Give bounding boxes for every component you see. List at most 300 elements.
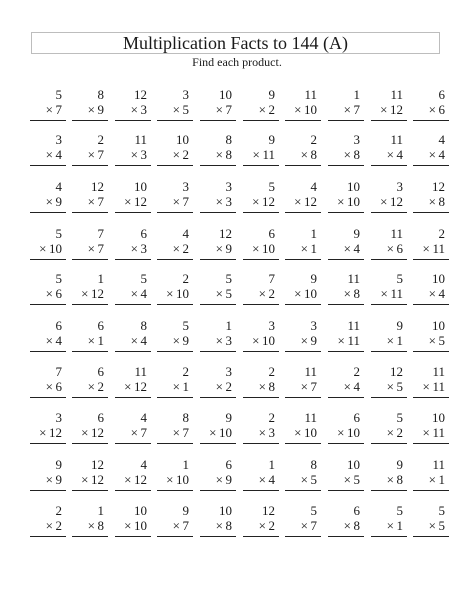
multiplier: × 7 [172,425,189,440]
problem [200,503,236,545]
multiplier: × 6 [386,241,403,256]
multiplicand: 4 [140,410,147,425]
problem [157,132,193,174]
multiplicand: 3 [55,410,62,425]
answer-line [30,397,66,398]
multiplier: × 5 [172,102,189,117]
problem [243,132,279,174]
multiplicand: 11 [347,271,360,286]
answer-line [200,259,236,260]
multiplicand: 6 [97,318,104,333]
multiplier: × 12 [81,472,104,487]
answer-line [413,351,449,352]
multiplier: × 10 [294,286,317,301]
multiplier: × 5 [215,286,232,301]
multiplicand: 9 [268,132,275,147]
multiplicand: 5 [140,271,147,286]
multiplicand: 3 [225,179,232,194]
multiplicand: 10 [176,132,189,147]
problem [243,179,279,221]
multiplier: × 10 [124,518,147,533]
problem [30,226,66,268]
multiplier: × 10 [252,241,275,256]
problem [115,457,151,499]
answer-line [328,443,364,444]
multiplier: × 11 [422,425,445,440]
multiplicand: 9 [225,410,232,425]
multiplier: × 3 [258,425,275,440]
multiplicand: 3 [268,318,275,333]
multiplicand: 10 [134,179,147,194]
answer-line [115,165,151,166]
answer-line [200,536,236,537]
multiplier: × 7 [87,147,104,162]
multiplier: × 7 [87,194,104,209]
multiplier: × 8 [343,286,360,301]
answer-line [371,536,407,537]
problem [243,87,279,129]
problem [413,271,449,313]
problem [72,132,108,174]
answer-line [371,304,407,305]
multiplier: × 8 [343,518,360,533]
multiplicand: 9 [268,87,275,102]
multiplicand: 11 [304,87,317,102]
answer-line [200,490,236,491]
answer-line [413,304,449,305]
multiplier: × 2 [215,379,232,394]
multiplicand: 12 [91,179,104,194]
problem [328,364,364,406]
answer-line [30,120,66,121]
answer-line [371,212,407,213]
multiplicand: 6 [225,457,232,472]
answer-line [157,304,193,305]
multiplier: × 7 [215,102,232,117]
multiplicand: 6 [268,226,275,241]
problem [157,271,193,313]
multiplicand: 2 [268,364,275,379]
problem [30,87,66,129]
multiplier: × 11 [422,379,445,394]
worksheet-title: Multiplication Facts to 144 (A) [123,33,348,53]
problem [30,132,66,174]
multiplicand: 11 [347,318,360,333]
problem [371,179,407,221]
answer-line [413,212,449,213]
answer-line [200,165,236,166]
multiplicand: 2 [310,132,317,147]
multiplier: × 5 [343,472,360,487]
multiplicand: 9 [396,457,403,472]
multiplicand: 11 [432,364,445,379]
problem [328,410,364,452]
multiplicand: 1 [225,318,232,333]
problem [413,318,449,360]
multiplicand: 11 [304,364,317,379]
problem [200,132,236,174]
multiplicand: 3 [310,318,317,333]
multiplier: × 3 [130,102,147,117]
problem [285,179,321,221]
multiplicand: 2 [353,364,360,379]
problem [72,87,108,129]
answer-line [30,304,66,305]
problem [30,318,66,360]
problem [30,410,66,452]
problem [413,87,449,129]
multiplicand: 12 [390,364,403,379]
multiplier: × 5 [428,333,445,348]
problem [72,226,108,268]
multiplicand: 6 [55,318,62,333]
problem [200,318,236,360]
multiplier: × 2 [258,518,275,533]
problem [243,410,279,452]
answer-line [200,212,236,213]
multiplier: × 1 [300,241,317,256]
multiplier: × 8 [428,194,445,209]
answer-line [285,397,321,398]
answer-line [328,397,364,398]
answer-line [72,120,108,121]
multiplier: × 10 [294,102,317,117]
multiplicand: 7 [97,226,104,241]
answer-line [115,259,151,260]
multiplier: × 12 [39,425,62,440]
multiplicand: 12 [432,179,445,194]
answer-line [371,397,407,398]
answer-line [413,120,449,121]
multiplicand: 9 [353,226,360,241]
multiplier: × 8 [300,147,317,162]
multiplier: × 3 [130,147,147,162]
answer-line [30,351,66,352]
problem [371,457,407,499]
problem [243,503,279,545]
answer-line [328,120,364,121]
multiplier: × 10 [294,425,317,440]
problem [371,271,407,313]
multiplicand: 10 [347,179,360,194]
multiplier: × 8 [258,379,275,394]
multiplier: × 9 [300,333,317,348]
multiplicand: 10 [219,503,232,518]
problem [285,87,321,129]
problem [371,132,407,174]
problem [243,226,279,268]
problem [413,503,449,545]
problem [371,410,407,452]
answer-line [157,397,193,398]
answer-line [30,165,66,166]
answer-line [243,120,279,121]
problem [115,87,151,129]
answer-line [72,212,108,213]
problem [115,503,151,545]
answer-line [371,490,407,491]
answer-line [285,120,321,121]
multiplier: × 8 [87,518,104,533]
multiplier: × 10 [337,425,360,440]
answer-line [72,443,108,444]
multiplicand: 3 [353,132,360,147]
answer-line [243,351,279,352]
multiplicand: 12 [91,457,104,472]
problem [285,318,321,360]
answer-line [200,304,236,305]
multiplicand: 2 [182,364,189,379]
problem [72,179,108,221]
multiplicand: 11 [134,132,147,147]
multiplier: × 2 [87,379,104,394]
answer-line [328,536,364,537]
answer-line [200,351,236,352]
answer-line [243,397,279,398]
multiplicand: 4 [55,179,62,194]
multiplier: × 12 [380,194,403,209]
problem [115,318,151,360]
problem [72,318,108,360]
multiplicand: 9 [55,457,62,472]
answer-line [200,397,236,398]
multiplier: × 8 [386,472,403,487]
multiplicand: 5 [225,271,232,286]
multiplicand: 11 [432,457,445,472]
multiplicand: 2 [55,503,62,518]
problem [200,271,236,313]
problem [200,226,236,268]
multiplicand: 3 [225,364,232,379]
multiplier: × 12 [124,472,147,487]
answer-line [285,490,321,491]
multiplier: × 10 [209,425,232,440]
problem [72,503,108,545]
multiplicand: 12 [219,226,232,241]
answer-line [285,304,321,305]
multiplier: × 2 [386,425,403,440]
multiplier: × 11 [380,286,403,301]
problem [285,226,321,268]
multiplier: × 10 [39,241,62,256]
problem [30,457,66,499]
answer-line [328,351,364,352]
answer-line [115,120,151,121]
answer-line [115,351,151,352]
problem [371,503,407,545]
multiplier: × 10 [337,194,360,209]
answer-line [285,259,321,260]
answer-line [72,536,108,537]
multiplier: × 12 [380,102,403,117]
answer-line [157,536,193,537]
problem [115,226,151,268]
answer-line [243,259,279,260]
problem [285,132,321,174]
problem [285,503,321,545]
problem [413,226,449,268]
multiplicand: 10 [432,271,445,286]
multiplicand: 8 [310,457,317,472]
problem [243,271,279,313]
problem [371,226,407,268]
answer-line [157,443,193,444]
answer-line [371,351,407,352]
answer-line [72,304,108,305]
multiplicand: 4 [182,226,189,241]
problem [200,179,236,221]
answer-line [285,212,321,213]
multiplier: × 12 [252,194,275,209]
multiplier: × 3 [215,194,232,209]
multiplier: × 9 [87,102,104,117]
multiplier: × 1 [428,472,445,487]
multiplicand: 4 [310,179,317,194]
multiplier: × 7 [343,102,360,117]
problem [285,364,321,406]
multiplier: × 7 [45,102,62,117]
multiplicand: 1 [97,503,104,518]
answer-line [30,490,66,491]
multiplicand: 8 [140,318,147,333]
problem [285,457,321,499]
answer-line [413,443,449,444]
multiplier: × 8 [215,518,232,533]
answer-line [285,443,321,444]
problem [413,364,449,406]
answer-line [328,212,364,213]
multiplier: × 4 [130,286,147,301]
multiplicand: 8 [182,410,189,425]
multiplier: × 11 [337,333,360,348]
multiplier: × 8 [215,147,232,162]
problem [413,179,449,221]
answer-line [115,443,151,444]
answer-line [115,490,151,491]
multiplier: × 2 [45,518,62,533]
multiplier: × 7 [300,518,317,533]
multiplier: × 1 [386,333,403,348]
multiplier: × 9 [215,472,232,487]
multiplier: × 4 [428,147,445,162]
multiplicand: 8 [97,87,104,102]
problem [328,457,364,499]
answer-line [413,397,449,398]
problem [200,457,236,499]
multiplicand: 1 [353,87,360,102]
problem [200,364,236,406]
problem [413,410,449,452]
answer-line [371,259,407,260]
answer-line [157,212,193,213]
problem [115,364,151,406]
multiplier: × 2 [172,147,189,162]
problem [243,318,279,360]
multiplicand: 6 [140,226,147,241]
multiplier: × 5 [386,379,403,394]
multiplicand: 7 [268,271,275,286]
problem [30,271,66,313]
answer-line [30,536,66,537]
problem [200,87,236,129]
multiplier: × 7 [87,241,104,256]
multiplicand: 5 [55,87,62,102]
multiplier: × 12 [81,286,104,301]
multiplier: × 5 [428,518,445,533]
multiplicand: 11 [390,87,403,102]
problem [115,410,151,452]
multiplicand: 5 [55,271,62,286]
multiplicand: 5 [438,503,445,518]
multiplicand: 6 [438,87,445,102]
answer-line [413,165,449,166]
multiplicand: 9 [310,271,317,286]
multiplier: × 7 [172,194,189,209]
answer-line [328,259,364,260]
multiplier: × 1 [172,379,189,394]
answer-line [328,490,364,491]
multiplier: × 6 [45,286,62,301]
multiplicand: 3 [182,87,189,102]
answer-line [413,536,449,537]
answer-line [243,165,279,166]
answer-line [72,259,108,260]
problem [115,179,151,221]
answer-line [115,536,151,537]
multiplier: × 7 [130,425,147,440]
answer-line [115,397,151,398]
multiplicand: 10 [219,87,232,102]
problem [72,457,108,499]
answer-line [115,212,151,213]
multiplier: × 3 [215,333,232,348]
answer-line [30,212,66,213]
multiplier: × 12 [81,425,104,440]
multiplicand: 5 [268,179,275,194]
multiplicand: 4 [438,132,445,147]
multiplier: × 5 [300,472,317,487]
problem [157,410,193,452]
problem [328,503,364,545]
multiplicand: 2 [97,132,104,147]
multiplicand: 11 [390,132,403,147]
problem [157,226,193,268]
multiplicand: 6 [353,410,360,425]
multiplicand: 10 [134,503,147,518]
problem [413,132,449,174]
multiplicand: 10 [432,410,445,425]
problem [115,271,151,313]
multiplicand: 1 [310,226,317,241]
multiplicand: 6 [97,364,104,379]
answer-line [72,490,108,491]
answer-line [200,443,236,444]
multiplier: × 6 [428,102,445,117]
problem [30,364,66,406]
multiplier: × 10 [166,472,189,487]
problem [157,364,193,406]
problem [328,226,364,268]
multiplier: × 11 [252,147,275,162]
multiplicand: 1 [268,457,275,472]
answer-line [285,165,321,166]
multiplicand: 2 [438,226,445,241]
multiplicand: 1 [97,271,104,286]
multiplier: × 12 [124,194,147,209]
multiplier: × 9 [172,333,189,348]
multiplicand: 12 [262,503,275,518]
multiplier: × 1 [87,333,104,348]
